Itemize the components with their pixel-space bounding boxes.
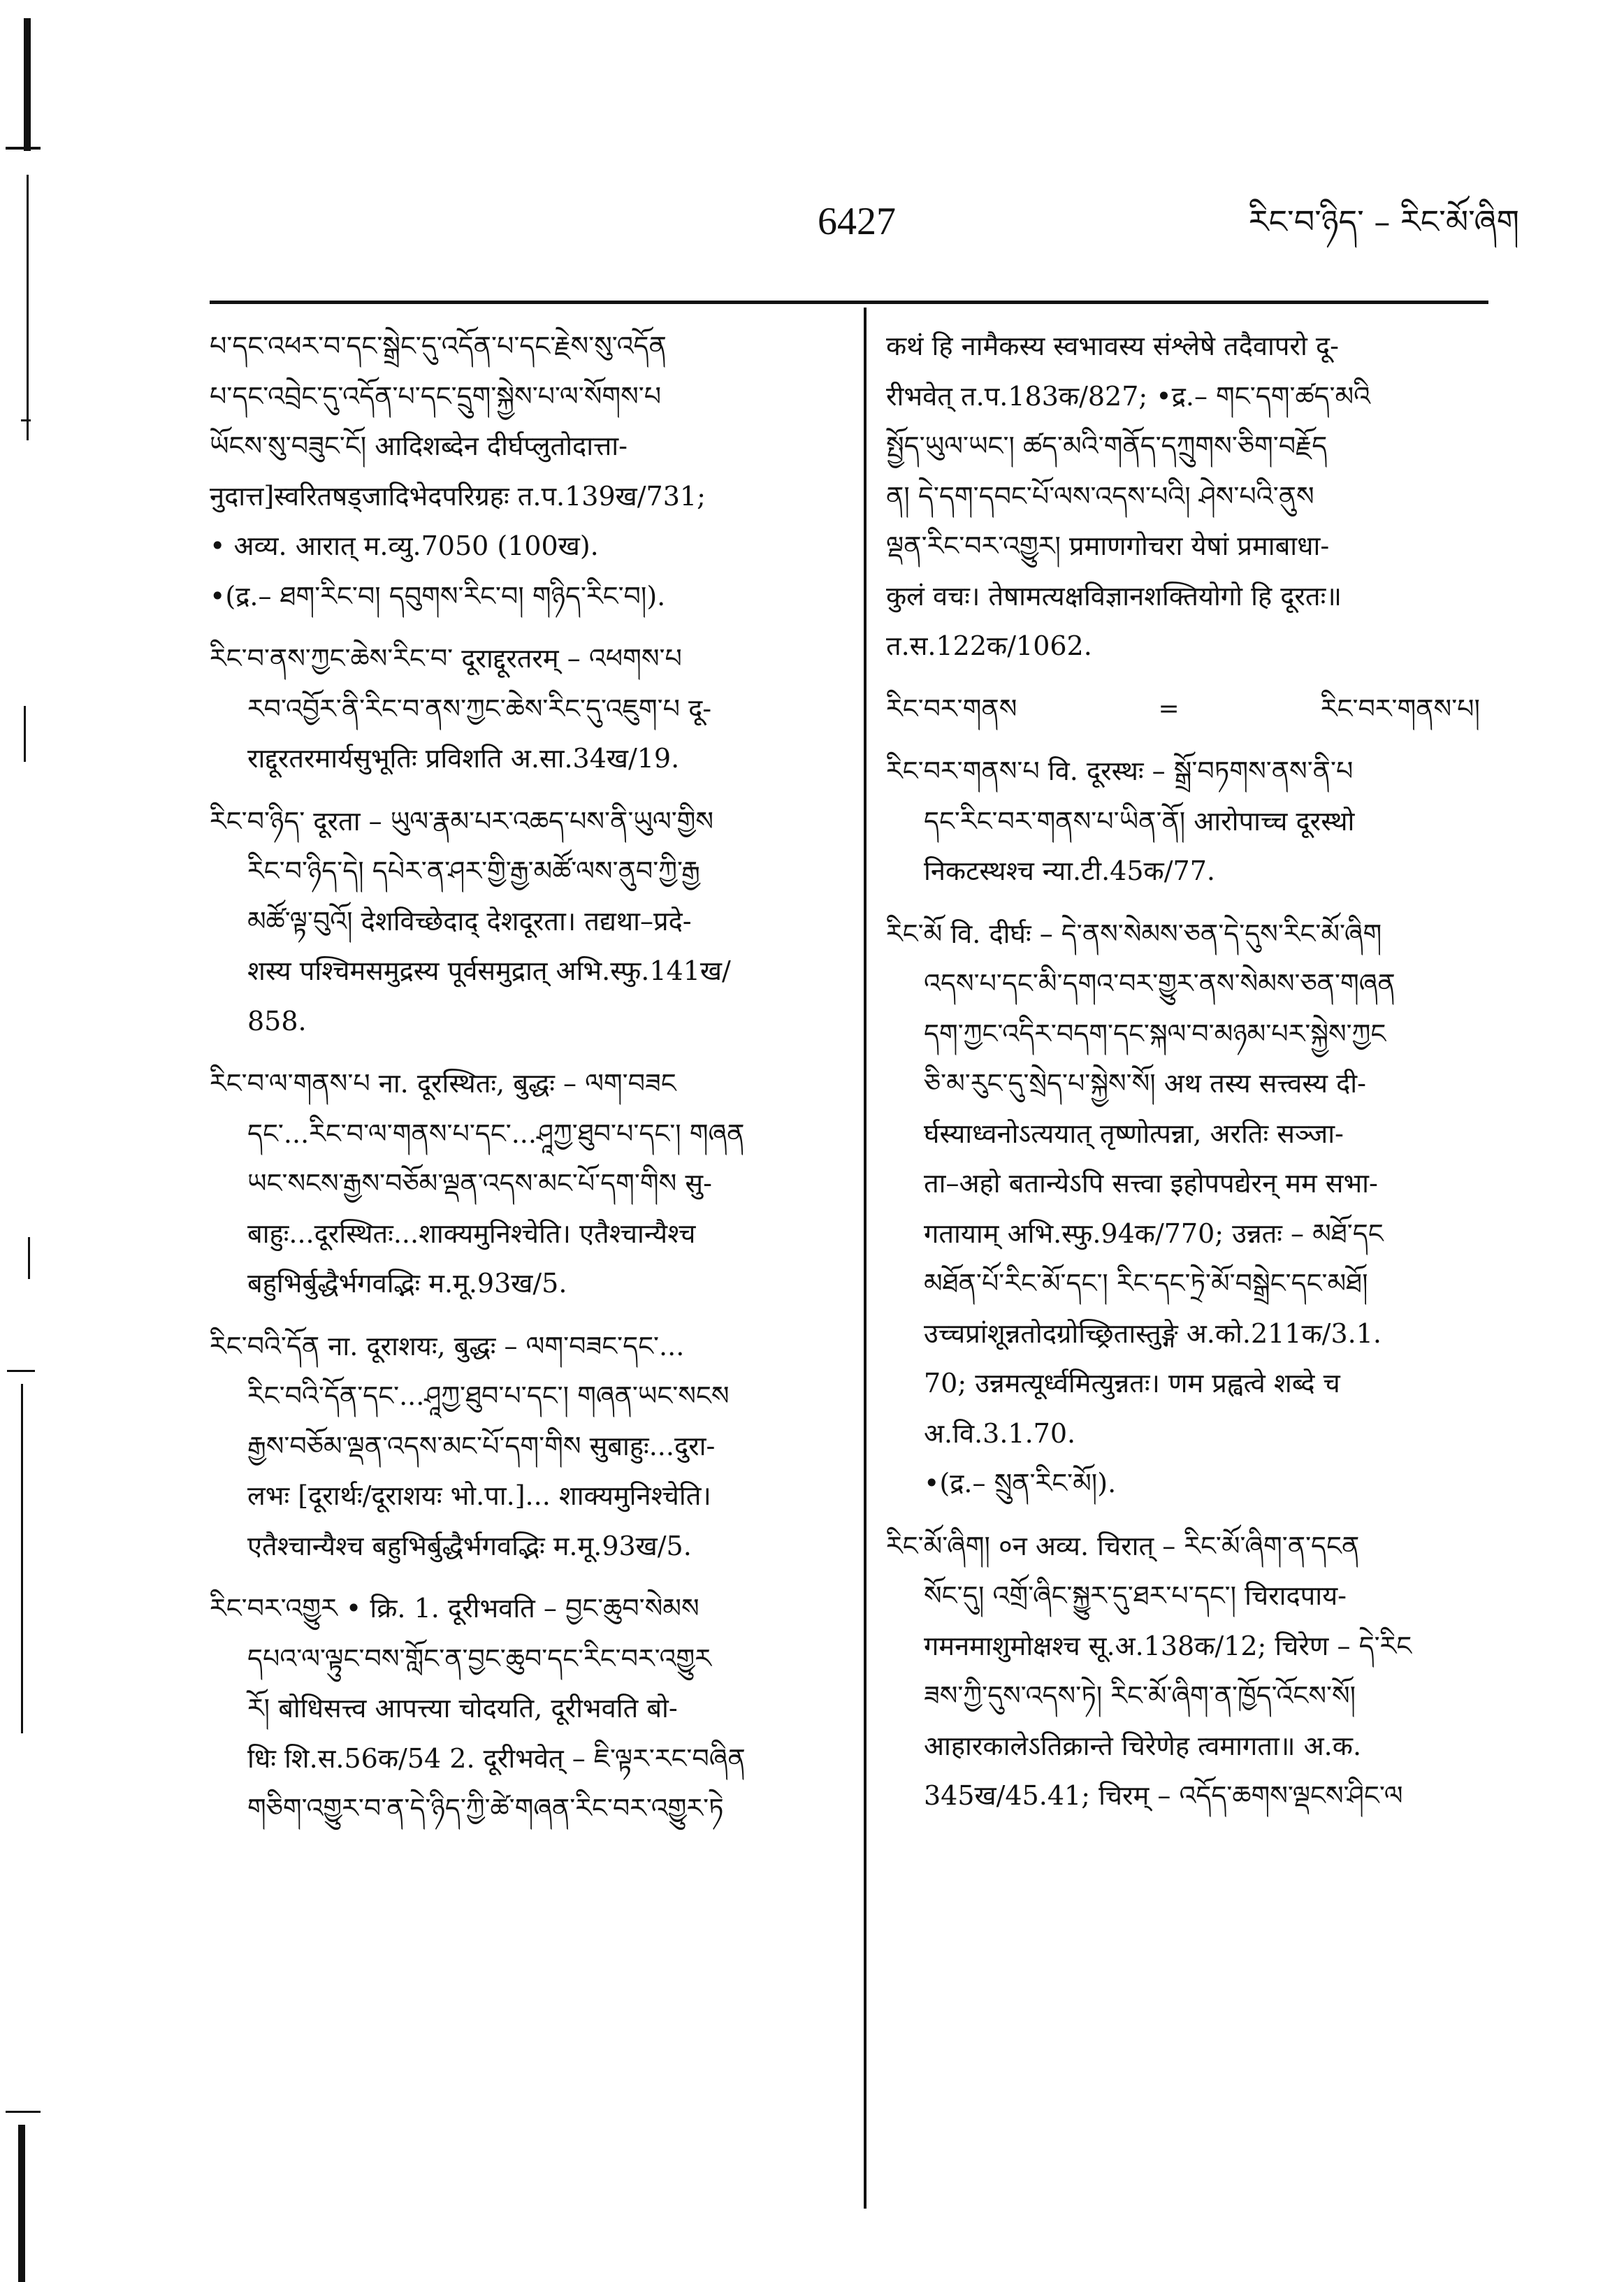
entry-line: रीभवेत् त.प.183क/827; •द्र.– གང་དག་ཚད་མའི <box>886 380 1371 412</box>
entry-headword: རིང་བར་གནས <box>886 693 1017 724</box>
entry-line: आहारकालेऽतिक्रान्ते चिरेणेह त्वमागता॥ अ.क. <box>924 1730 1362 1761</box>
entry-line: त.स.122क/1062. <box>886 630 1092 661</box>
equivalence-sign: = <box>1158 694 1180 723</box>
entry-line: དག་ཀྱང་འདིར་བདག་དང་སྐལ་བ་མཉམ་པར་སྐྱེས་ཀྱང <box>924 1018 1386 1049</box>
entry-line: སོང་དུ། འགྲོ་ཞིང་སྐྱུར་དུ་ཐར་པ་དང་། चिरादपाय- <box>924 1580 1347 1611</box>
entry-line: गतायाम् अभि.स्फु.94क/770; उन्नतः – མཐོ་དང <box>924 1218 1384 1249</box>
scan-mark <box>6 2111 41 2113</box>
entry-line: རིང་བའི་དོན ना. दूराशयः, बुद्धः – ལག་བཟང་དང་... <box>210 1330 685 1362</box>
entry-line: गमनमाशुमोक्षश्च सू.अ.138क/12; चिरेण – དེ་རིང <box>924 1630 1412 1661</box>
entry-line: རིང་བ་ནས་ཀྱང་ཆེས་རིང་བ་ दूराद्दूरतरम् – འཕགས་པ <box>210 643 682 674</box>
entry-line: ཡོངས་སུ་བཟུང་ངོ། आदिशब्देन दीर्घप्लुतोदात्ता- <box>210 431 628 461</box>
entry-line: ཡང་སངས་རྒྱས་བཅོམ་ལྡན་འདས་མང་པོ་དག་གིས सु- <box>247 1168 712 1199</box>
dictionary-entry <box>210 1584 832 1834</box>
dictionary-entry <box>886 322 1494 672</box>
entry-line: कथं हि नामैकस्य स्वभावस्य संश्लेषे तदैवापरो दू- <box>886 331 1339 361</box>
entry-line: अ.वि.3.1.70. <box>924 1417 1076 1449</box>
scan-mark <box>7 1370 35 1372</box>
page-number: 6427 <box>818 200 896 243</box>
left-column <box>210 322 832 1847</box>
entry-line: र्घस्याध्वनोऽत्ययात् तृष्णोत्पन्ना, अरतिः सञ्जा- <box>924 1118 1344 1149</box>
dictionary-entry <box>886 1522 1494 1821</box>
entry-line: • अव्य. आरात् म.व्यु.7050 (100ख). <box>210 530 599 561</box>
running-head: རིང་བ་ཉིད་ – རིང་མོ་ཞིག <box>1248 203 1519 240</box>
entry-line: རིང་བ་ཉིད་དེ། དཔེར་ན་ཤར་གྱི་རྒྱ་མཚོ་ལས་ནུབ་ཀྱི་རྒྱ <box>247 855 700 886</box>
entry-line: རིང་མོ་ཞིག། ०न अव्य. चिरात् – རིང་མོ་ཞིག་ན་དངན <box>886 1530 1360 1561</box>
entry-line: མཐོན་པོ་རིང་མོ་དང་། རིང་དང་ཏྲེ་མོ་བསྒྲེང་དང་མཐོ། <box>924 1268 1368 1299</box>
entry-line: རིང་བ་ལ་གནས་པ ना. दूरस्थितः, बुद्धः – ལག་བཟང <box>210 1068 676 1099</box>
entry-line: རིང་བར་གནས་པ वि. दूरस्थः – སྒྲོ་བཏགས་ནས་ནི་པ <box>886 756 1354 786</box>
entry-line: धिः शि.स.56क/54 2. दूरीभवेत् – ཇི་ལྟར་རང་བཞིན <box>247 1742 746 1774</box>
entry-line: 858. <box>247 1005 307 1037</box>
entry-line: པ་དང་འབྲེང་དུ་འདོན་པ་དང་དྲུག་སྐྱེས་པ་ལ་སོགས་པ <box>210 380 662 412</box>
entry-line: རིང་མོ वि. दीर्घः – དེ་ནས་སེམས་ཅན་དེ་དུས་རིང་མོ་ཞིག <box>886 918 1382 949</box>
entry-line: གཅིག་འགྱུར་བ་ན་དེ་ཉིད་ཀྱི་ཚེ་གཞན་རིང་བར་འགྱུར་ཏེ <box>247 1793 724 1824</box>
entry-line: लभः [दूरार्थः/दूराशयः भो.पा.]... शाक्यमुनिश्चेति। <box>247 1480 711 1511</box>
header-rule <box>210 301 1488 304</box>
entry-line: 70; उन्नमत्यूर्ध्वमित्युन्नतः। णम प्रह्वत्वे शब्दे च <box>924 1368 1340 1399</box>
entry-line: ལྡན་རིང་བར་འགྱུར། प्रमाणगोचरा येषां प्रमाबाधा- <box>886 530 1330 561</box>
entry-line: རིང་བར་འགྱུར • क्रि. 1. दूरीभवति – བྱང་ཆུབ་སེམས <box>210 1593 699 1624</box>
entry-line: नुदात्त]स्वरितषड्जादिभेदपरिग्रहः त.प.139ख/731; <box>210 480 706 512</box>
entry-line: རོ། बोधिसत्त्व आपत्त्या चोदयति, दूरीभवति बो- <box>247 1693 678 1724</box>
scan-mark <box>21 1384 23 1733</box>
column-divider <box>864 308 867 2209</box>
entry-line: राद्दूरतरमार्यसुभूतिः प्रविशति अ.सा.34ख/19. <box>247 743 680 774</box>
entry-line: बाहुः...दूरस्थितः...शाक्यमुनिश्चेति। एतैश्चान्यैश्च <box>247 1218 696 1249</box>
scan-mark <box>6 147 41 150</box>
scan-mark <box>18 2125 25 2282</box>
equivalence-target: རིང་བར་གནས་པ། <box>1320 693 1480 724</box>
entry-line: एतैश्चान्यैश्च बहुभिर्बुद्धैर्भगवद्भिः म.मू.93ख/5. <box>247 1530 692 1561</box>
entry-line: उच्चप्रांशून्नतोदग्रोच्छ्रितास्तुङ्गे अ.को.211क/3.1. <box>924 1317 1382 1349</box>
dictionary-entry <box>210 1322 832 1572</box>
dictionary-entry <box>886 746 1494 897</box>
dictionary-entry <box>886 684 1494 735</box>
entry-line: པ་དང་འཕར་བ་དང་སྒྲེང་དུ་འདོན་པ་དང་རྗེས་སུ་འདོན <box>210 331 667 361</box>
entry-line: སྤྱོད་ཡུལ་ཡང་། ཚད་མའི་གནོད་དཀྲུགས་ཅིག་བརྗོད <box>886 431 1328 461</box>
entry-line: དཔའ་ལ་ལྟུང་བས་གློང་ན་བྱང་ཆུབ་དང་རིང་བར་འགྱུར <box>247 1642 711 1674</box>
scan-mark <box>24 18 31 151</box>
entry-line: རྒྱས་བཅོམ་ལྡན་འདས་མང་པོ་དག་གིས सुबाहुः...दुरा- <box>247 1430 716 1461</box>
entry-line: •(द्र.– ཐག་རིང་བ། དབུགས་རིང་བ། གཉིད་རིང་བ།). <box>210 580 666 612</box>
scan-mark <box>21 419 31 421</box>
scan-mark <box>27 175 29 440</box>
entry-line: རིང་བ་ཉིད་ दूरता – ཡུལ་རྣམ་པར་འཆད་པས་ནི་ཡུལ་གྱིས <box>210 805 714 837</box>
entry-line: དང་...རིང་བ་ལ་གནས་པ་དང་...ཤཱཀྱ་ཐུབ་པ་དང་། གཞན <box>247 1118 745 1149</box>
dictionary-entry <box>210 797 832 1047</box>
entry-line: ཟས་ཀྱི་དུས་འདས་ཏེ། རིང་མོ་ཞིག་ན་ཁྱོད་འོངས་སོ། <box>924 1680 1356 1711</box>
entry-line: རབ་འབྱོར་ནི་རིང་བ་ནས་ཀྱང་ཆེས་རིང་དུ་འཇུག་པ दू- <box>247 693 712 724</box>
entry-line: ན། དེ་དག་དབང་པོ་ལས་འདས་པའི། ཤེས་པའི་ནུས <box>886 480 1314 512</box>
entry-line: རིང་བའི་དོན་དང་...ཤཱཀྱ་ཐུབ་པ་དང་། གཞན་ཡང་སངས <box>247 1380 730 1411</box>
scan-mark <box>24 706 26 762</box>
dictionary-entry <box>886 909 1494 1509</box>
dictionary-entry <box>210 1059 832 1309</box>
entry-line: बहुभिर्बुद्धैर्भगवद्भिः म.मू.93ख/5. <box>247 1268 567 1299</box>
entry-line: འདས་པ་དང་མི་དགའ་བར་གྱུར་ནས་སེམས་ཅན་གཞན <box>924 968 1395 999</box>
dictionary-entry <box>210 322 832 621</box>
scan-mark <box>28 1237 30 1279</box>
entry-line: མཚོ་ལྟ་བུའོ། देशविच्छेदाद् देशदूरता। तद्यथा–प्रदे- <box>247 905 692 937</box>
dictionary-entry <box>210 634 832 784</box>
entry-line: ཅི་མ་རུང་དུ་སྲེད་པ་སྐྱེས་སོ། अथ तस्य सत्त्वस्य दी- <box>924 1068 1366 1099</box>
entry-line: निकटस्थश्च न्या.टी.45क/77. <box>924 855 1215 886</box>
entry-line: कुलं वचः। तेषामत्यक्षविज्ञानशक्तियोगो हि दूरतः॥ <box>886 580 1342 612</box>
entry-line: དང་རིང་བར་གནས་པ་ཡིན་ནོ། आरोपाच्च दूरस्थो <box>924 805 1355 837</box>
entry-line: शस्य पश्चिमसमुद्रस्य पूर्वसमुद्रात् अभि.स्फु.141ख/ <box>247 955 731 986</box>
entry-line: 345ख/45.41; चिरम् – འདོད་ཆགས་ལྡངས་ཤིང་ལ <box>924 1780 1403 1811</box>
entry-line: ता–अहो बतान्येऽपि सत्त्वा इहोपपद्येरन् मम सभा- <box>924 1168 1378 1199</box>
entry-line: •(द्र.– སྲུན་རིང་མོ།). <box>924 1468 1117 1499</box>
right-column <box>886 322 1494 1834</box>
